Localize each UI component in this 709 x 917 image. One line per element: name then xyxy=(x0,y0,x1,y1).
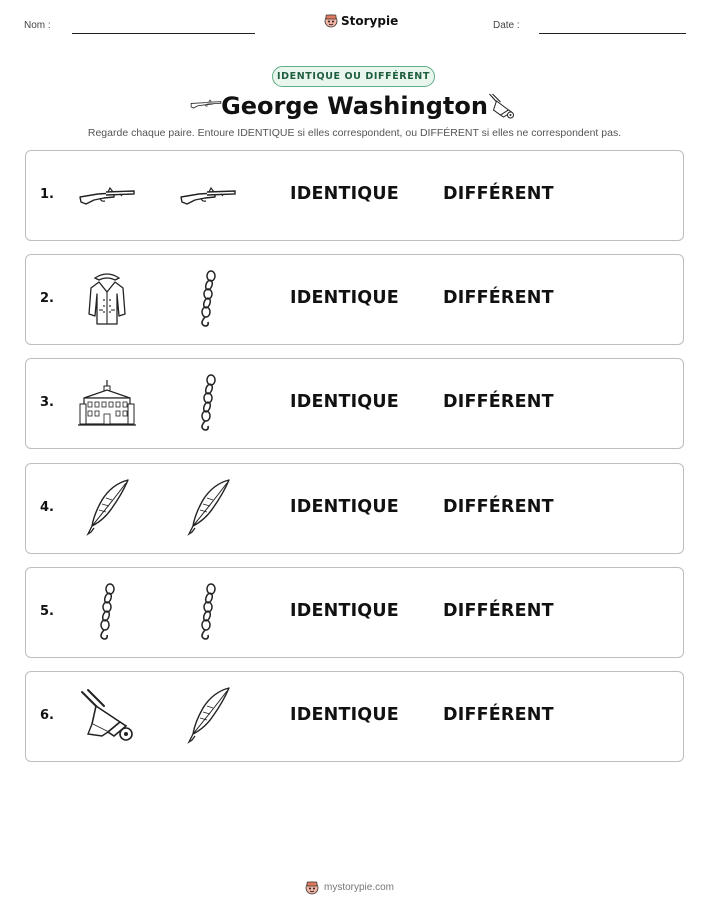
question-number: 5. xyxy=(40,604,54,619)
brand-logo xyxy=(324,13,398,28)
date-field[interactable] xyxy=(539,33,686,34)
different-option[interactable]: DIFFÉRENT xyxy=(443,497,554,517)
name-field[interactable] xyxy=(72,33,255,34)
worksheet-type-badge: IDENTIQUE OU DIFFÉRENT xyxy=(272,66,435,87)
question-row-2 xyxy=(25,254,684,345)
question-number: 6. xyxy=(40,708,54,723)
instructions: Regarde chaque paire. Entoure IDENTIQUE si elles correspondent, ou DIFFÉRENT si elles ne correspondent pas. xyxy=(87,127,622,139)
chain-icon xyxy=(175,372,241,434)
question-number: 3. xyxy=(40,395,54,410)
footer-site[interactable]: mystorypie.com xyxy=(324,882,395,893)
storypie-mascot-icon xyxy=(305,880,319,895)
name-label: Nom : xyxy=(24,20,51,31)
question-row-6 xyxy=(25,671,684,762)
chain-icon xyxy=(74,581,140,643)
mansion-icon xyxy=(74,372,140,434)
different-option[interactable]: DIFFÉRENT xyxy=(443,392,554,412)
identique-option[interactable]: IDENTIQUE xyxy=(290,392,399,412)
different-option[interactable]: DIFFÉRENT xyxy=(443,705,554,725)
quill-icon xyxy=(175,685,241,747)
page-title: George Washington xyxy=(221,92,488,120)
plow-icon xyxy=(484,92,518,120)
question-number: 4. xyxy=(40,500,54,515)
question-row-4 xyxy=(25,463,684,554)
identique-option[interactable]: IDENTIQUE xyxy=(290,497,399,517)
plow-icon xyxy=(74,685,140,747)
question-number: 1. xyxy=(40,187,54,202)
colonial-coat-icon xyxy=(74,268,140,330)
identique-option[interactable]: IDENTIQUE xyxy=(290,705,399,725)
different-option[interactable]: DIFFÉRENT xyxy=(443,184,554,204)
date-label: Date : xyxy=(493,20,520,31)
quill-icon xyxy=(74,477,140,539)
musket-icon xyxy=(74,164,140,226)
brand-name: Storypie xyxy=(341,13,399,28)
musket-icon xyxy=(175,164,241,226)
chain-icon xyxy=(175,581,241,643)
storypie-mascot-icon xyxy=(324,13,338,28)
identique-option[interactable]: IDENTIQUE xyxy=(290,184,399,204)
different-option[interactable]: DIFFÉRENT xyxy=(443,288,554,308)
footer xyxy=(305,880,394,895)
different-option[interactable]: DIFFÉRENT xyxy=(443,601,554,621)
quill-icon xyxy=(175,477,241,539)
identique-option[interactable]: IDENTIQUE xyxy=(290,288,399,308)
question-row-1 xyxy=(25,150,684,241)
chain-icon xyxy=(175,268,241,330)
question-row-3 xyxy=(25,358,684,449)
question-number: 2. xyxy=(40,291,54,306)
question-row-5 xyxy=(25,567,684,658)
identique-option[interactable]: IDENTIQUE xyxy=(290,601,399,621)
